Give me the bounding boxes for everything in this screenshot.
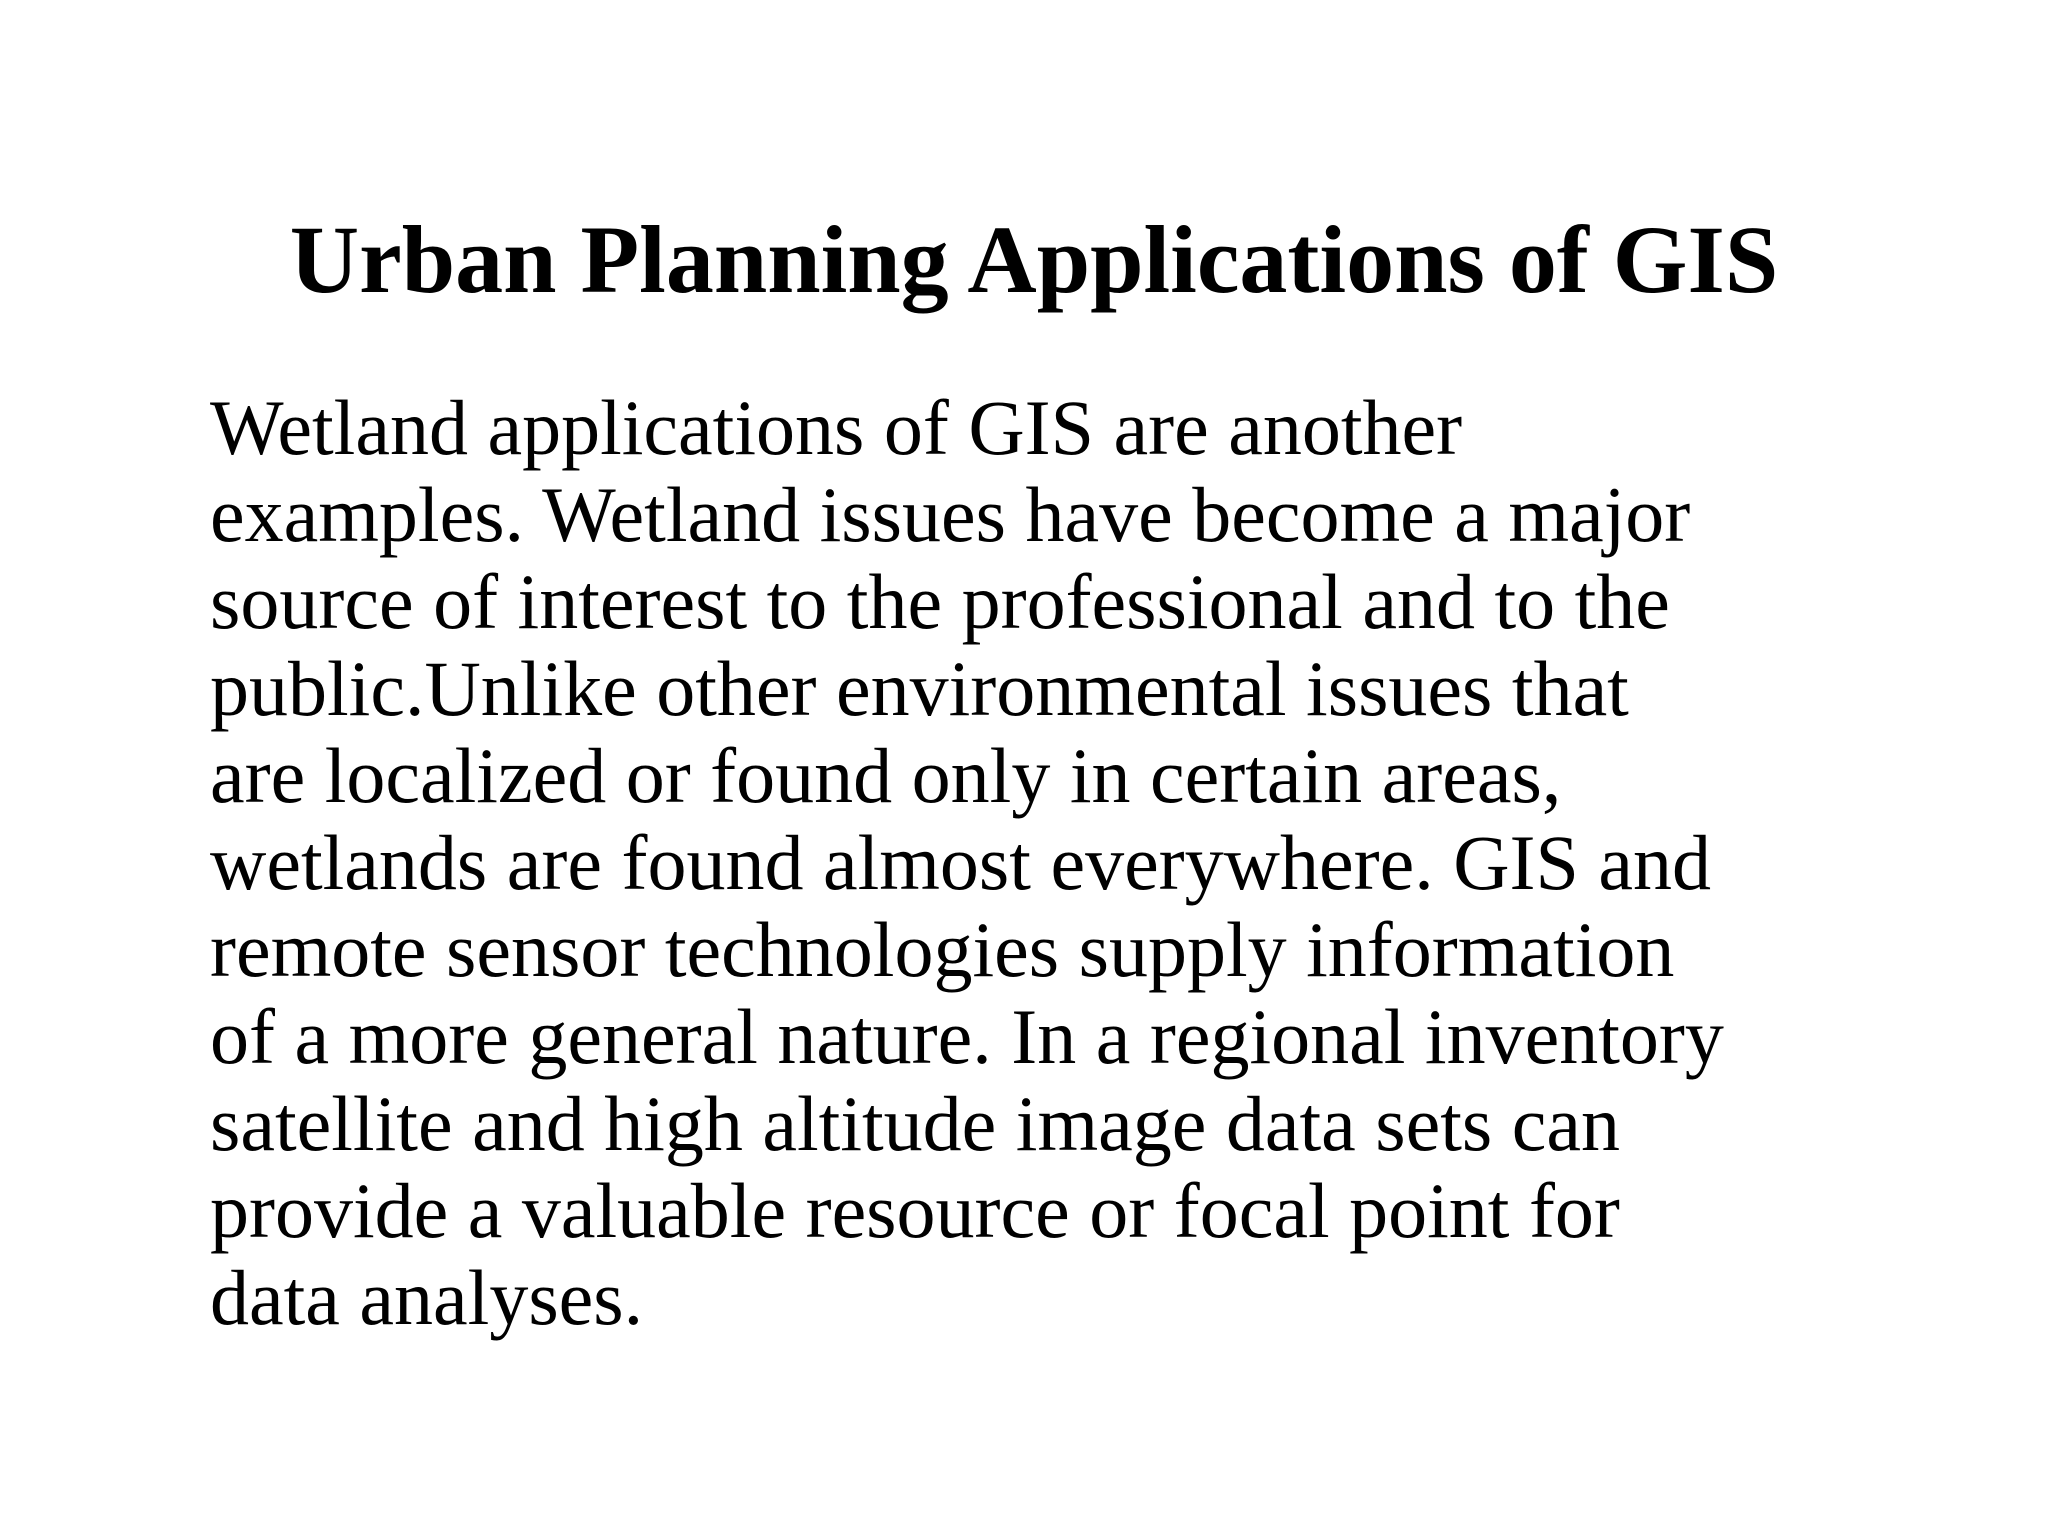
slide-title: Urban Planning Applications of GIS <box>289 206 1779 313</box>
body-line: remote sensor technologies supply information <box>210 906 1675 993</box>
body-line: data analyses. <box>210 1254 644 1341</box>
body-line: satellite and high altitude image data sets can <box>210 1080 1621 1167</box>
slide-body <box>210 384 1910 1341</box>
body-line: of a more general nature. In a regional inventory <box>210 993 1724 1080</box>
body-line: provide a valuable resource or focal point for <box>210 1167 1620 1254</box>
body-line: public.Unlike other environmental issues that <box>210 645 1629 732</box>
body-line: source of interest to the professional and to the <box>210 558 1670 645</box>
body-line: Wetland applications of GIS are another <box>210 384 1463 471</box>
body-line: examples. Wetland issues have become a major <box>210 471 1691 558</box>
body-line: are localized or found only in certain areas, <box>210 732 1562 819</box>
body-line: wetlands are found almost everywhere. GIS and <box>210 819 1712 906</box>
